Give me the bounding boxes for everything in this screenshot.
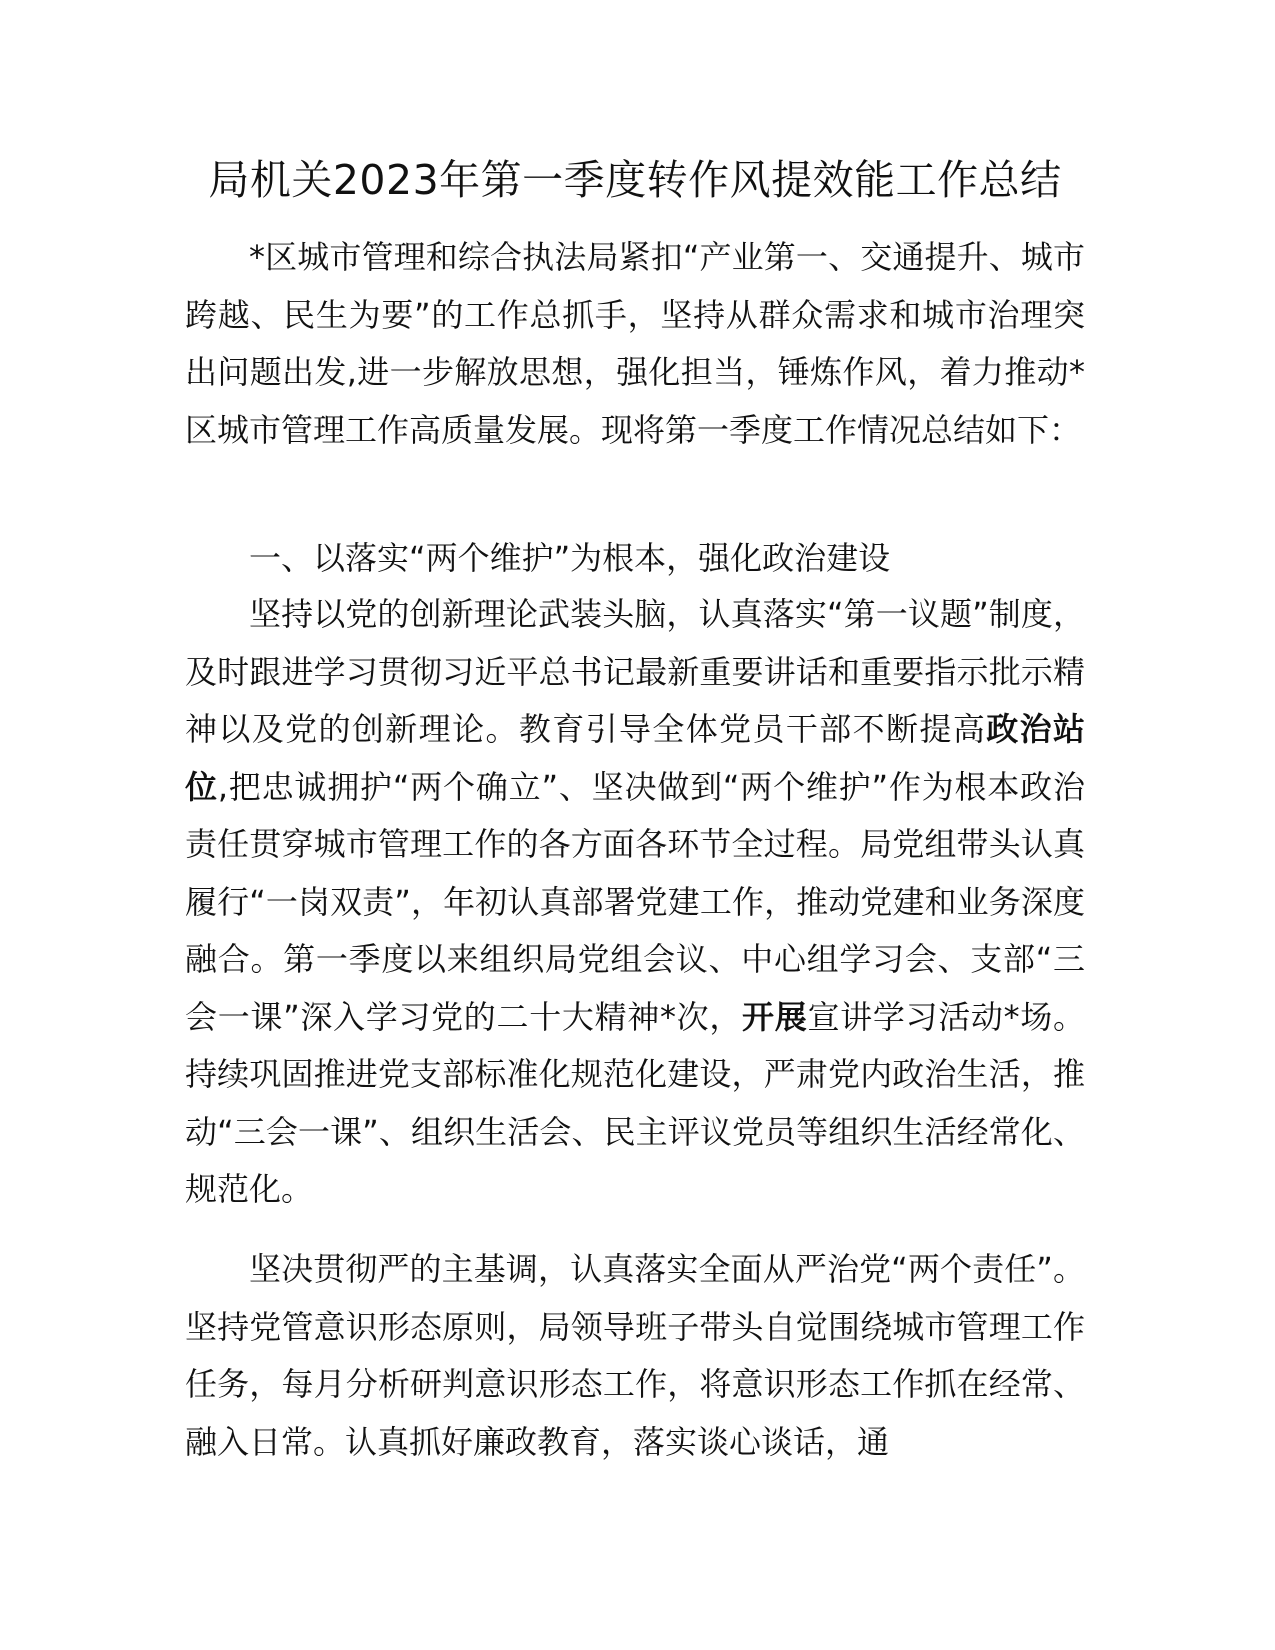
document-title: 局机关2023年第一季度转作风提效能工作总结 bbox=[208, 156, 1062, 204]
paragraph-text-segment: ,把忠诚拥护“两个确立”、坚决做到“两个维护”作为根本政治责任贯穿城市管理工作的各方面各环节全过程。局党组带头认真履行“一岗双责”，年初认真部署党建工作，推动党建和业务深度融合。第一季度以来组织局党组会议、中心组学习会、支部“三会一课”深入学习党的二十大精神*次， bbox=[185, 767, 1085, 1036]
paragraph-political-study bbox=[185, 586, 1085, 1219]
paragraph-text-segment: 坚持以党的创新理论武装头脑，认真落实“第一议题”制度，及时跟进学习贯彻习近平总书记最新重要讲话和重要指示批示精神以及党的创新理论。教育引导全体党员干部不断提高 bbox=[185, 595, 1085, 748]
bold-text-segment: 政治站位 bbox=[185, 710, 1085, 806]
section-heading-1: 一、以落实“两个维护”为根本，强化政治建设 bbox=[249, 539, 891, 577]
intro-paragraph: *区城市管理和综合执法局紧扣“产业第一、交通提升、城市跨越、民生为要”的工作总抓手，坚持从群众需求和城市治理突出问题出发,进一步解放思想，强化担当，锤炼作风，着力推动*区城市管理工作高质量发展。现将第一季度工作情况总结如下： bbox=[185, 238, 1085, 449]
paragraph-text-segment: 宣讲学习活动*场。持续巩固推进党支部标准化规范化建设，严肃党内政治生活，推动“三会一课”、组织生活会、民主评议党员等组织生活经常化、规范化。 bbox=[185, 997, 1085, 1208]
paragraph-strict-governance: 坚决贯彻严的主基调，认真落实全面从严治党“两个责任”。坚持党管意识形态原则，局领导班子带头自觉围绕城市管理工作任务，每月分析研判意识形态工作，将意识形态工作抓在经常、融入日常。认真抓好廉政教育，落实谈心谈话，通 bbox=[185, 1250, 1085, 1461]
bold-text-segment: 开展 bbox=[742, 997, 808, 1036]
